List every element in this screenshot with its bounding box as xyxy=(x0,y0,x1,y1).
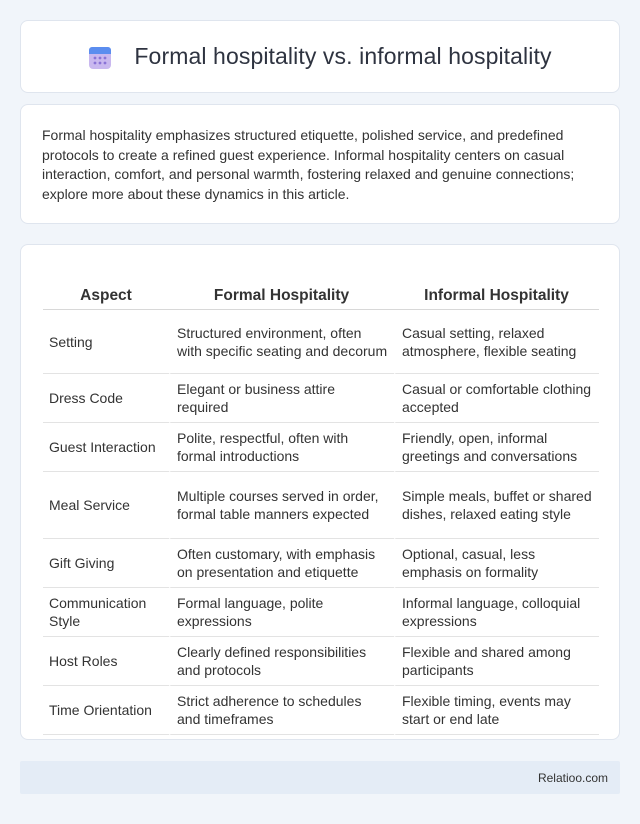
title-card xyxy=(20,20,620,93)
aspect-cell: Guest Interaction xyxy=(43,423,169,472)
column-header-formal: Formal Hospitality xyxy=(169,265,394,310)
informal-cell: Flexible timing, events may start or end late xyxy=(394,686,599,735)
informal-cell: Casual setting, relaxed atmosphere, flexible seating xyxy=(394,310,599,374)
comparison-card xyxy=(20,244,620,740)
table-row xyxy=(43,539,599,588)
formal-cell: Clearly defined responsibilities and protocols xyxy=(169,637,394,686)
informal-cell: Simple meals, buffet or shared dishes, relaxed eating style xyxy=(394,472,599,539)
page-title: Formal hospitality vs. informal hospitality xyxy=(134,43,552,69)
footer-brand: Relatioo.com xyxy=(537,770,608,785)
table-row xyxy=(43,472,599,539)
aspect-cell: Gift Giving xyxy=(43,539,169,588)
column-header-aspect: Aspect xyxy=(43,265,169,310)
formal-cell: Elegant or business attire required xyxy=(169,374,394,423)
informal-cell: Casual or comfortable clothing accepted xyxy=(394,374,599,423)
table-row xyxy=(43,374,599,423)
table-row xyxy=(43,423,599,472)
informal-cell: Flexible and shared among participants xyxy=(394,637,599,686)
intro-card xyxy=(20,104,620,224)
informal-cell: Optional, casual, less emphasis on formality xyxy=(394,539,599,588)
formal-cell: Formal language, polite expressions xyxy=(169,588,394,637)
table-row xyxy=(43,686,599,735)
aspect-cell: Communication Style xyxy=(43,588,169,637)
formal-cell: Often customary, with emphasis on presentation and etiquette xyxy=(169,539,394,588)
aspect-cell: Meal Service xyxy=(43,472,169,539)
table-row xyxy=(43,310,599,374)
informal-cell: Friendly, open, informal greetings and conversations xyxy=(394,423,599,472)
formal-cell: Strict adherence to schedules and timeframes xyxy=(169,686,394,735)
aspect-cell: Dress Code xyxy=(43,374,169,423)
table-row xyxy=(43,637,599,686)
formal-cell: Multiple courses served in order, formal table manners expected xyxy=(169,472,394,539)
column-header-informal: Informal Hospitality xyxy=(394,265,599,310)
intro-paragraph: Formal hospitality emphasizes structured etiquette, polished service, and predefined protocols to create a refined guest experience. Informal hospitality centers on casual interaction, comfort, and personal warmth, fostering relaxed and genuine connections; explore more about these dynamics in this article. xyxy=(42,127,575,202)
table-header-row xyxy=(43,265,599,310)
comparison-table xyxy=(43,265,599,735)
aspect-cell: Host Roles xyxy=(43,637,169,686)
aspect-cell: Setting xyxy=(43,310,169,374)
aspect-cell: Time Orientation xyxy=(43,686,169,735)
calendar-icon xyxy=(88,44,112,70)
formal-cell: Polite, respectful, often with formal introductions xyxy=(169,423,394,472)
informal-cell: Informal language, colloquial expressions xyxy=(394,588,599,637)
table-row xyxy=(43,588,599,637)
formal-cell: Structured environment, often with specific seating and decorum xyxy=(169,310,394,374)
footer-bar xyxy=(20,761,620,794)
